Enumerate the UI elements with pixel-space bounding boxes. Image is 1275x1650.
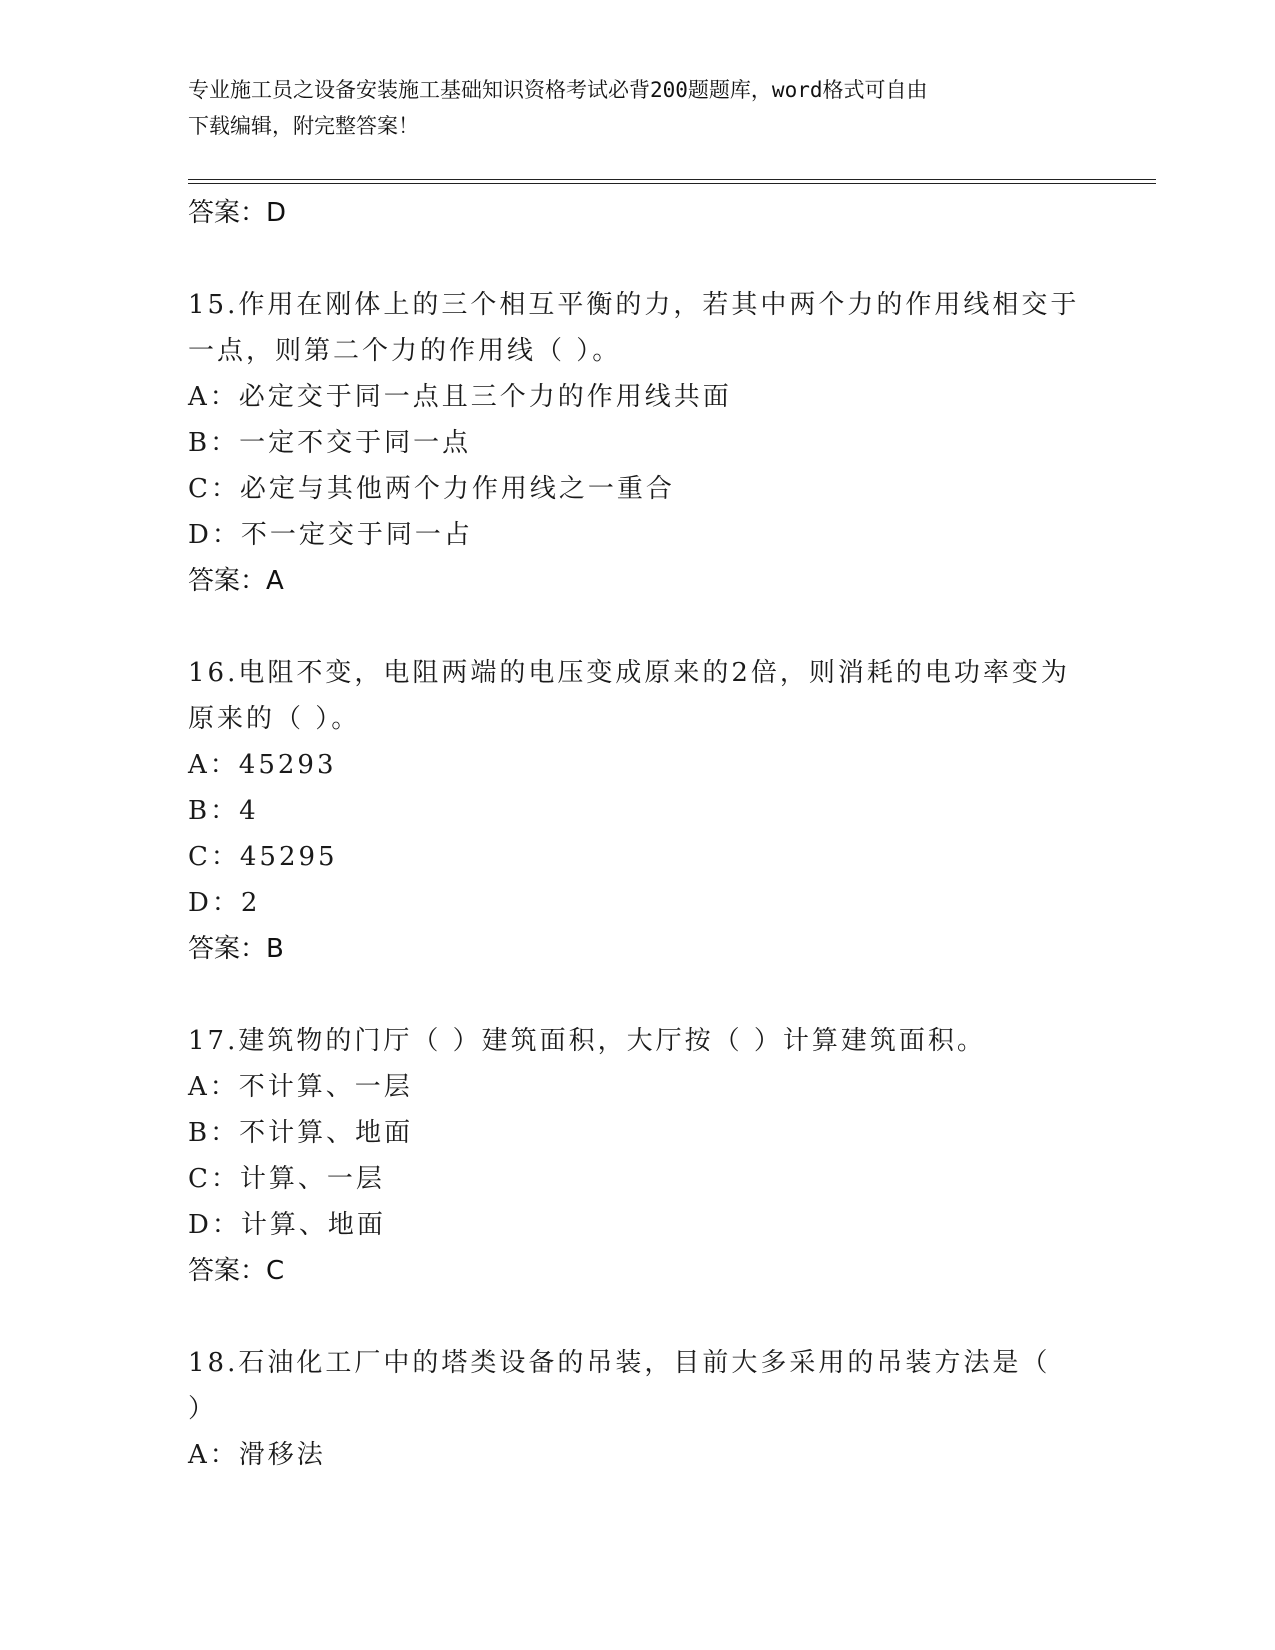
option-c: C：45295 <box>188 842 338 872</box>
question-text-line: 17.建筑物的门厅（ ）建筑面积，大厅按（ ）计算建筑面积。 <box>188 1026 986 1056</box>
option-a: A：不计算、一层 <box>188 1072 413 1102</box>
option-a: A：必定交于同一点且三个力的作用线共面 <box>188 382 732 412</box>
document-header <box>188 72 1068 144</box>
header-line-1: 专业施工员之设备安装施工基础知识资格考试必背200题题库，word格式可自由 <box>188 78 928 102</box>
question-text-line: 18.石油化工厂中的塔类设备的吊装，目前大多采用的吊装方法是（ <box>188 1348 1051 1378</box>
question-17 <box>188 1018 1088 1294</box>
option-b: B：不计算、地面 <box>188 1118 414 1148</box>
option-b: B：4 <box>188 796 259 826</box>
answer-line: 答案：C <box>188 1256 285 1286</box>
header-line-2: 下载编辑，附完整答案！ <box>188 114 419 138</box>
question-text-line: 一点，则第二个力的作用线（ ）。 <box>188 336 622 366</box>
option-c: C：必定与其他两个力作用线之一重合 <box>188 474 675 504</box>
header-rule-bottom <box>188 183 1156 184</box>
question-15 <box>188 282 1088 604</box>
option-d: D：计算、地面 <box>188 1210 386 1240</box>
question-18 <box>188 1340 1088 1478</box>
option-c: C：计算、一层 <box>188 1164 385 1194</box>
answer-line: 答案：A <box>188 566 284 596</box>
option-a: A：滑移法 <box>188 1440 326 1470</box>
question-text-line: 原来的（ ）。 <box>188 704 361 734</box>
answer-line: 答案：B <box>188 934 284 964</box>
option-b: B：一定不交于同一点 <box>188 428 472 458</box>
header-rule-top <box>188 179 1156 180</box>
question-text-line: 15.作用在刚体上的三个相互平衡的力，若其中两个力的作用线相交于 <box>188 290 1080 320</box>
question-16 <box>188 650 1088 972</box>
option-a: A：45293 <box>188 750 337 780</box>
question-list <box>188 190 1088 1478</box>
option-d: D：2 <box>188 888 261 918</box>
question-text-line: ） <box>188 1394 218 1424</box>
answer-line: 答案：D <box>188 198 287 228</box>
question-text-line: 16.电阻不变，电阻两端的电压变成原来的2倍，则消耗的电功率变为 <box>188 658 1070 688</box>
option-d: D：不一定交于同一占 <box>188 520 473 550</box>
